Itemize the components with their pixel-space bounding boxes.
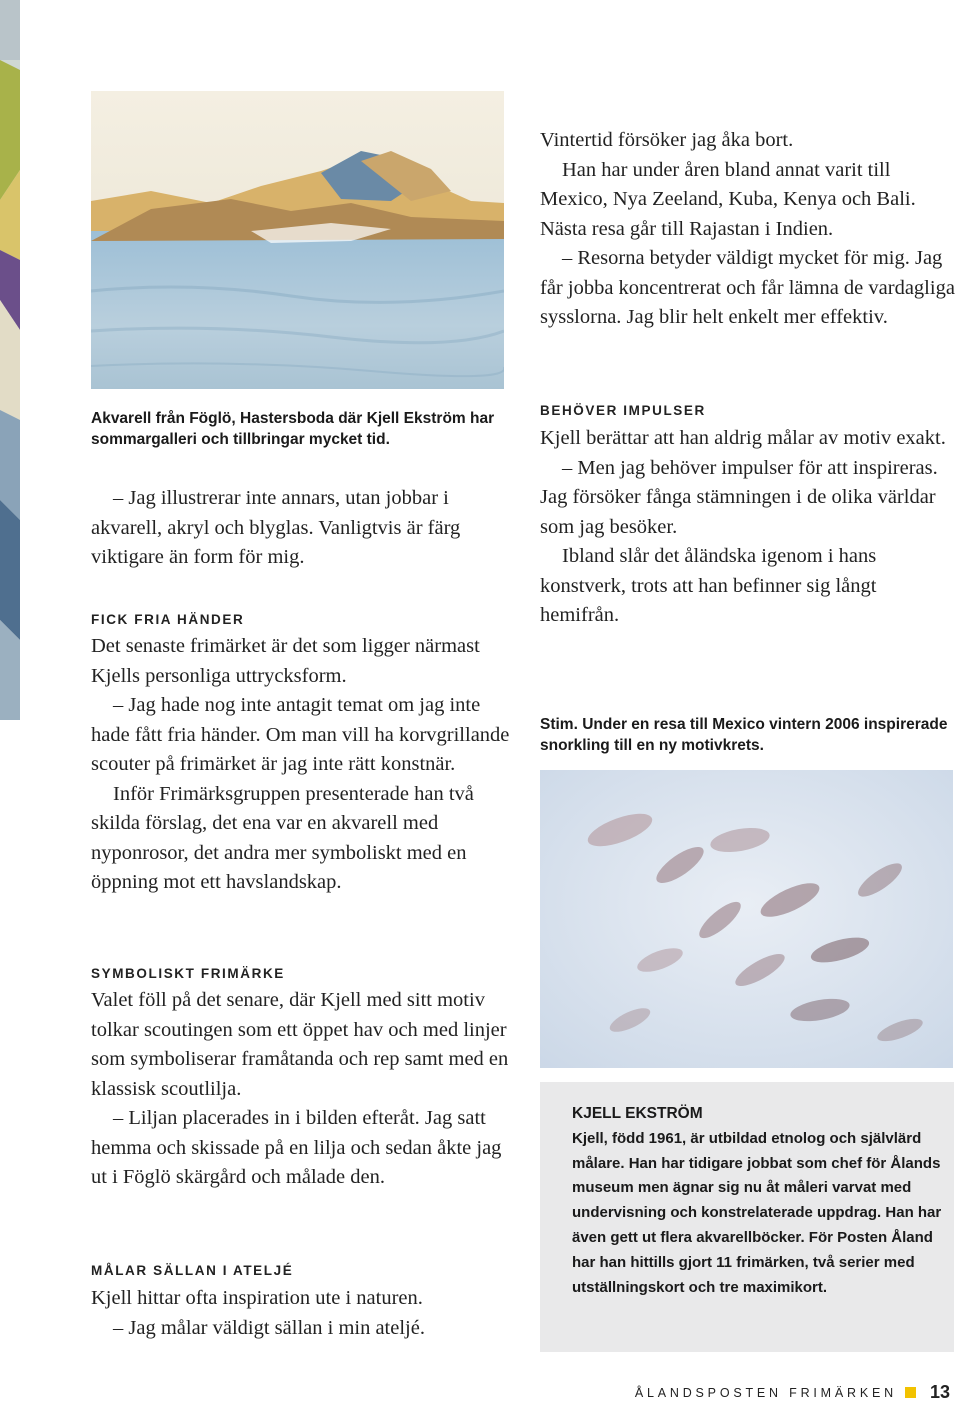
footer-square-icon: [905, 1387, 916, 1398]
paragraph: Det senaste frimärket är det som ligger närmast Kjells personliga uttrycksform.: [91, 635, 480, 687]
watercolor-image: [91, 91, 504, 389]
paragraph: Valet föll på det senare, där Kjell med sitt motiv tolkar scoutingen som ett öppet hav och med linjer som symboliserar framåtanda och rep samt med en klassisk scoutlilja.: [91, 989, 509, 1100]
bio-content: [572, 1102, 944, 1300]
bio-title: KJELL EKSTRÖM: [572, 1105, 703, 1122]
section-heading-symboliskt-frimarke: SYMBOLISKT FRIMÄRKE: [91, 966, 285, 981]
paragraph: – Jag målar väldigt sällan i min ateljé.: [113, 1316, 425, 1339]
painting-icon: [540, 770, 953, 1068]
section-symboliskt-frimarke: [91, 986, 511, 1193]
left-intro: [91, 484, 511, 573]
intro-paragraph: – Jag illustrerar inte annars, utan jobbar i akvarell, akryl och blyglas. Vanligtvis är färg viktigare än form för mig.: [91, 487, 461, 568]
footer-publication: ÅLANDSPOSTEN FRIMÄRKEN: [634, 1385, 897, 1400]
paragraph: Inför Frimärksgruppen presenterade han två skilda förslag, det ena var en akvarell med nyponrosor, det andra mer symboliskt med en öppning mot ett havslandskap.: [91, 782, 474, 893]
paragraph: Han har under åren bland annat varit till Mexico, Nya Zeeland, Kuba, Kenya och Bali. Nästa resa går till Rajastan i Indien.: [540, 158, 916, 240]
bio-box: [540, 1082, 954, 1352]
painting-icon: [91, 91, 504, 389]
bio-text: Kjell, född 1961, är utbildad etnolog och självlärd målare. Han har tidigare jobbat som chef för Ålands museum men ägnar sig nu åt måleri varvat med undervisning och konstrelaterade uppdrag. Han har även gett ut flera akvarellböcker. För Posten Åland har han hittills gjort 11 frimärken, två serier med utställningskort och tre maximikort.: [572, 1129, 942, 1296]
edge-artwork-icon: [0, 0, 20, 720]
paragraph: – Men jag behöver impulser för att inspireras. Jag försöker fånga stämningen i de olika världar som jag besöker.: [540, 456, 938, 538]
page-number: 13: [929, 1382, 950, 1402]
section-fick-fria-hander: [91, 632, 511, 898]
paragraph: Ibland slår det åländska igenom i hans konstverk, trots att han befinner sig långt hemifrån.: [540, 545, 877, 626]
snorkel-caption: Stim. Under en resa till Mexico vintern 2006 inspirerade snorkling till en ny motivkrets.: [540, 716, 948, 754]
paragraph: – Jag hade nog inte antagit temat om jag inte hade fått fria händer. Om man vill ha korvgrillande scouter på frimärket är jag inte rätt konstnär.: [91, 694, 510, 775]
paragraph: – Liljan placerades in i bilden efteråt. Jag satt hemma och skissade på en lilja och sedan åkte jag ut i Föglö skärgård och målade den.: [91, 1107, 502, 1188]
right-intro: [540, 126, 960, 333]
section-heading-behover-impulser: BEHÖVER IMPULSER: [540, 403, 706, 418]
paragraph: Kjell hittar ofta inspiration ute i naturen.: [91, 1287, 423, 1309]
section-heading-malar-sallan: MÅLAR SÄLLAN I ATELJÉ: [91, 1263, 294, 1278]
paragraph: Kjell berättar att han aldrig målar av motiv exakt.: [540, 427, 946, 449]
edge-artwork: [0, 0, 20, 720]
watercolor-caption: Akvarell från Föglö, Hastersboda där Kjell Ekström har sommargalleri och tillbringar mycket tid.: [91, 410, 495, 448]
snorkel-image: [540, 770, 953, 1068]
page-footer: [635, 1382, 950, 1403]
section-behover-impulser: [540, 424, 960, 631]
paragraph: – Resorna betyder väldigt mycket för mig. Jag får jobba koncentrerat och får lämna de vardagliga sysslorna. Jag blir helt enkelt mer effektiv.: [540, 247, 955, 328]
paragraph: Vintertid försöker jag åka bort.: [540, 129, 794, 151]
section-malar-sallan: [91, 1284, 511, 1343]
section-heading-fick-fria-hander: FICK FRIA HÄNDER: [91, 612, 245, 627]
